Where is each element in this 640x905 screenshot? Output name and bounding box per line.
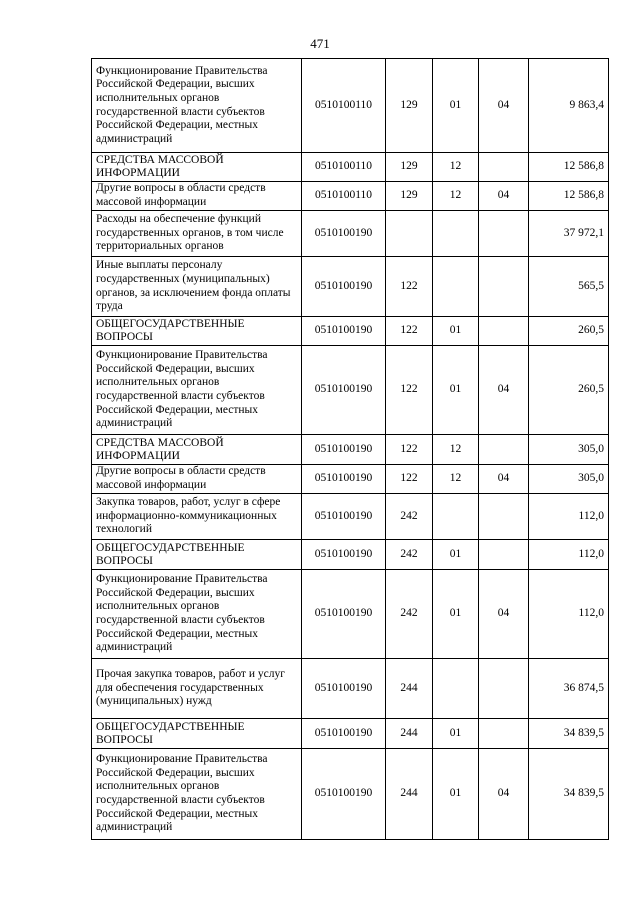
row-name: СРЕДСТВА МАССОВОЙ ИНФОРМАЦИИ	[92, 435, 302, 465]
row-csr: 0510100190	[302, 257, 386, 317]
row-name: Расходы на обеспечение функций государственных органов, в том числе территориальных органов	[92, 211, 302, 257]
row-vr: 242	[386, 570, 433, 659]
row-rz: 01	[433, 540, 479, 570]
table-row	[92, 182, 609, 211]
row-name: ОБЩЕГОСУДАРСТВЕННЫЕ ВОПРОСЫ	[92, 317, 302, 346]
row-csr: 0510100190	[302, 570, 386, 659]
row-prz: 04	[479, 570, 529, 659]
table-row	[92, 465, 609, 494]
row-sum: 305,0	[529, 435, 609, 465]
row-name: Функционирование Правительства Российской Федерации, высших исполнительных органов государственной власти субъектов Российской Федерации, местных администраций	[92, 570, 302, 659]
row-sum: 112,0	[529, 540, 609, 570]
row-name: Функционирование Правительства Российской Федерации, высших исполнительных органов государственной власти субъектов Российской Федерации, местных администраций	[92, 749, 302, 840]
row-prz: 04	[479, 465, 529, 494]
table-row	[92, 540, 609, 570]
row-rz: 01	[433, 317, 479, 346]
table-row	[92, 570, 609, 659]
row-vr: 122	[386, 257, 433, 317]
row-csr: 0510100190	[302, 211, 386, 257]
row-prz: 04	[479, 346, 529, 435]
row-prz	[479, 257, 529, 317]
row-vr: 122	[386, 346, 433, 435]
row-name: Другие вопросы в области средств массовой информации	[92, 182, 302, 211]
row-csr: 0510100190	[302, 494, 386, 540]
row-csr: 0510100190	[302, 659, 386, 719]
row-csr: 0510100110	[302, 59, 386, 153]
row-name: ОБЩЕГОСУДАРСТВЕННЫЕ ВОПРОСЫ	[92, 540, 302, 570]
row-sum: 9 863,4	[529, 59, 609, 153]
row-sum: 260,5	[529, 346, 609, 435]
row-name: Закупка товаров, работ, услуг в сфере информационно-коммуникационных технологий	[92, 494, 302, 540]
row-csr: 0510100190	[302, 465, 386, 494]
row-prz: 04	[479, 182, 529, 211]
row-prz	[479, 153, 529, 182]
table-row	[92, 435, 609, 465]
table-row	[92, 494, 609, 540]
row-rz	[433, 257, 479, 317]
row-sum: 305,0	[529, 465, 609, 494]
row-rz	[433, 494, 479, 540]
table-row	[92, 719, 609, 749]
row-prz	[479, 317, 529, 346]
row-csr: 0510100190	[302, 317, 386, 346]
row-rz	[433, 659, 479, 719]
row-vr: 244	[386, 659, 433, 719]
row-sum: 260,5	[529, 317, 609, 346]
row-rz: 12	[433, 182, 479, 211]
row-name: Другие вопросы в области средств массовой информации	[92, 465, 302, 494]
table-row	[92, 153, 609, 182]
row-sum: 37 972,1	[529, 211, 609, 257]
table-row	[92, 211, 609, 257]
row-rz: 01	[433, 570, 479, 659]
row-prz: 04	[479, 59, 529, 153]
row-csr: 0510100110	[302, 182, 386, 211]
row-vr: 122	[386, 435, 433, 465]
row-prz	[479, 540, 529, 570]
row-rz	[433, 211, 479, 257]
row-vr: 122	[386, 465, 433, 494]
row-sum: 565,5	[529, 257, 609, 317]
row-name: Иные выплаты персоналу государственных (муниципальных) органов, за исключением фонда оплаты труда	[92, 257, 302, 317]
row-rz: 12	[433, 465, 479, 494]
row-vr: 129	[386, 59, 433, 153]
row-name: Функционирование Правительства Российской Федерации, высших исполнительных органов государственной власти субъектов Российской Федерации, местных администраций	[92, 59, 302, 153]
row-prz	[479, 435, 529, 465]
row-sum: 12 586,8	[529, 182, 609, 211]
row-csr: 0510100190	[302, 346, 386, 435]
row-sum: 34 839,5	[529, 719, 609, 749]
row-sum: 112,0	[529, 570, 609, 659]
row-vr	[386, 211, 433, 257]
row-prz: 04	[479, 749, 529, 840]
row-prz	[479, 494, 529, 540]
row-vr: 242	[386, 540, 433, 570]
row-rz: 01	[433, 749, 479, 840]
row-csr: 0510100190	[302, 749, 386, 840]
row-name: СРЕДСТВА МАССОВОЙ ИНФОРМАЦИИ	[92, 153, 302, 182]
row-rz: 12	[433, 153, 479, 182]
row-rz: 01	[433, 59, 479, 153]
row-rz: 12	[433, 435, 479, 465]
table-row	[92, 346, 609, 435]
row-prz	[479, 659, 529, 719]
table-row	[92, 257, 609, 317]
row-name: ОБЩЕГОСУДАРСТВЕННЫЕ ВОПРОСЫ	[92, 719, 302, 749]
row-sum: 36 874,5	[529, 659, 609, 719]
row-rz: 01	[433, 346, 479, 435]
row-csr: 0510100190	[302, 435, 386, 465]
page-number: 471	[310, 36, 330, 51]
row-vr: 122	[386, 317, 433, 346]
budget-table	[91, 58, 609, 840]
row-prz	[479, 211, 529, 257]
row-csr: 0510100190	[302, 540, 386, 570]
row-vr: 244	[386, 719, 433, 749]
row-vr: 129	[386, 153, 433, 182]
table-row	[92, 659, 609, 719]
table-row	[92, 59, 609, 153]
row-vr: 244	[386, 749, 433, 840]
row-sum: 34 839,5	[529, 749, 609, 840]
row-prz	[479, 719, 529, 749]
row-csr: 0510100110	[302, 153, 386, 182]
row-sum: 112,0	[529, 494, 609, 540]
row-csr: 0510100190	[302, 719, 386, 749]
row-sum: 12 586,8	[529, 153, 609, 182]
table-row	[92, 749, 609, 840]
row-vr: 242	[386, 494, 433, 540]
row-rz: 01	[433, 719, 479, 749]
row-name: Прочая закупка товаров, работ и услуг для обеспечения государственных (муниципальных) нужд	[92, 659, 302, 719]
table-row	[92, 317, 609, 346]
row-name: Функционирование Правительства Российской Федерации, высших исполнительных органов государственной власти субъектов Российской Федерации, местных администраций	[92, 346, 302, 435]
row-vr: 129	[386, 182, 433, 211]
